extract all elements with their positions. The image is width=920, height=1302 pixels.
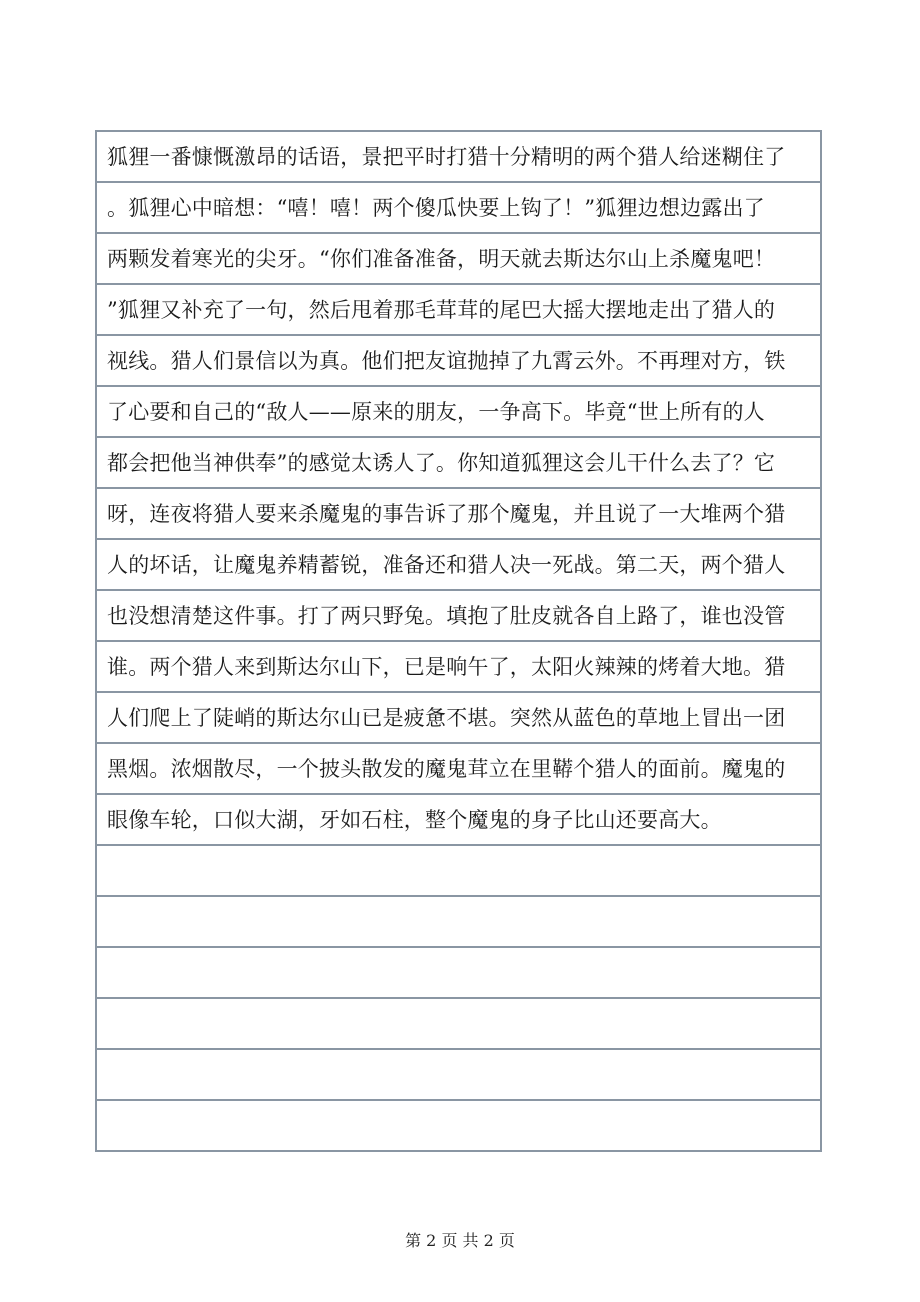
text-line: 谁。两个猎人来到斯达尔山下，已是响午了，太阳火辣辣的烤着大地。猎: [97, 642, 820, 693]
empty-line: [97, 948, 820, 999]
empty-line: [97, 1050, 820, 1101]
lined-writing-box: [95, 130, 822, 1152]
text-line: 人们爬上了陡峭的斯达尔山已是疲惫不堪。突然从蓝色的草地上冒出一团: [97, 693, 820, 744]
text-line: 了心要和自己的“敌人——原来的朋友，一争高下。毕竟“世上所有的人: [97, 387, 820, 438]
text-line: 视线。猎人们景信以为真。他们把友谊抛掉了九霄云外。不再理对方，铁: [97, 336, 820, 387]
empty-line: [97, 1101, 820, 1152]
empty-line: [97, 846, 820, 897]
text-line: 人的坏话，让魔鬼养精蓄锐，准备还和猎人决一死战。第二天，两个猎人: [97, 540, 820, 591]
empty-line: [97, 897, 820, 948]
text-line: 眼像车轮，口似大湖，牙如石柱，整个魔鬼的身子比山还要高大。: [97, 795, 820, 846]
text-line: 。狐狸心中暗想：“嘻！嘻！两个傻瓜快要上钩了！”狐狸边想边露出了: [97, 183, 820, 234]
text-line: 也没想清楚这件事。打了两只野兔。填抱了肚皮就各自上路了，谁也没管: [97, 591, 820, 642]
page-number-footer: 第 2 页 共 2 页: [405, 1231, 515, 1250]
text-line: 呀，连夜将猎人要来杀魔鬼的事告诉了那个魔鬼，并且说了一大堆两个猎: [97, 489, 820, 540]
text-line: 都会把他当神供奉”的感觉太诱人了。你知道狐狸这会儿干什么去了？它: [97, 438, 820, 489]
text-line: ”狐狸又补充了一句，然后甩着那毛茸茸的尾巴大摇大摆地走出了猎人的: [97, 285, 820, 336]
text-line: 两颗发着寒光的尖牙。“你们准备准备，明天就去斯达尔山上杀魔鬼吧！: [97, 234, 820, 285]
text-line: 狐狸一番慷慨激昂的话语，景把平时打猎十分精明的两个猎人给迷糊住了: [97, 132, 820, 183]
empty-line: [97, 999, 820, 1050]
text-line: 黑烟。浓烟散尽，一个披头散发的魔鬼茸立在里鞯个猎人的面前。魔鬼的: [97, 744, 820, 795]
